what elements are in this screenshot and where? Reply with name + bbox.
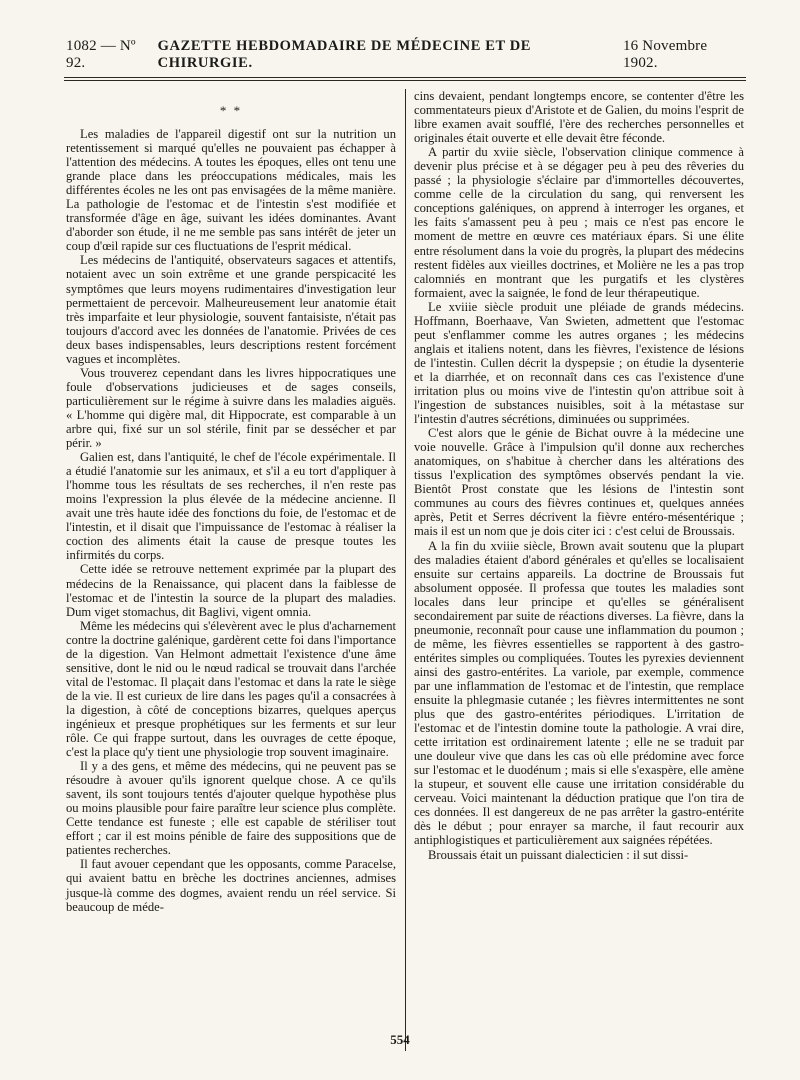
- header-rule-thin: [64, 80, 746, 81]
- paragraph: Les maladies de l'appareil digestif ont sur la nutrition un retentissement si marqué qu'elles ne pouvaient pas échapper à l'attention des médecins. A toutes les époques, elles ont tenu une grande place dans les préoccupations médicales, mais les différentes écoles ne les ont pas envisagées de la même manière. La pathologie de l'estomac et de l'intestin s'est modifiée et transformée d'âge en âge, suivant les idées dominantes. Avant d'aborder son étude, il ne me semble pas sans intérêt de jeter un coup d'œil rapide sur ces fluctuations de l'esprit médical.: [66, 127, 396, 254]
- paragraph: Cette idée se retrouve nettement exprimée par la plupart des médecins de la Renaissance, qui placent dans la faiblesse de l'estomac et de l'intestin la source de la plupart des maladies. Dum viget stomachus, dit Baglivi, vigent omnia.: [66, 562, 396, 619]
- paragraph: A partir du xviie siècle, l'observation clinique commence à devenir plus précise et à se dégager peu à peu des rêveries du passé ; la physiologie s'éclaire par d'immortelles découvertes, comme celle de la circulation du sang, qui renversent les conceptions galéniques, on apprend à interroger les organes, et les faits s'amassent peu à peu ; mais ce n'est pas encore le moment de mettre en œuvre ces matériaux épars. Si une élite entre résolument dans la voie du progrès, la plupart des médecins restent fidèles aux vieilles doctrines, et Molière ne les a pas trop calomniés en montrant que les purgatifs et les clystères formaient, avec la saignée, le fond de leur thérapeutique.: [414, 145, 744, 300]
- paragraph: C'est alors que le génie de Bichat ouvre à la médecine une voie nouvelle. Grâce à l'impulsion qu'il donne aux recherches anatomiques, on s'habitue à chercher dans les altérations des tissus l'explication des symptômes observés pendant la vie. Bientôt Prost constate que les lésions de l'intestin sont communes au cours des fièvres continues et, quelques années après, Petit et Serres décrivent la fièvre entéro-mésentérique ; mais il est un nom que je dois citer ici : c'est celui de Broussais.: [414, 426, 744, 539]
- paragraph: Les médecins de l'antiquité, observateurs sagaces et attentifs, notaient avec un soin extrême et une grande perspicacité les symptômes que leurs moyens rudimentaires d'investigation leur permettaient de percevoir. Malheureusement leur anatomie était très imparfaite et leur physiologie, souvent fantaisiste, n'était pas toujours d'accord avec les données de l'anatomie. Privées de ces deux bases indispensables, leurs descriptions restent forcément vagues et incomplètes.: [66, 253, 396, 366]
- issue-date: 16 Novembre 1902.: [622, 38, 708, 71]
- paragraph: Broussais était un puissant dialecticien : il sut dissi-: [428, 847, 689, 862]
- paragraph: A la fin du xviiie siècle, Brown avait soutenu que la plupart des maladies étaient d'abord générales et qu'elles se localisaient ensuite sur certains appareils. La doctrine de Broussais fut absolument opposée. Il professa que toutes les maladies sont locales dans leur principe et qu'elles se généralisent secondairement par suite de réactions diverses. La fièvre, dans la pneumonie, reconnaît pour cause une inflammation du poumon ; de même, les fièvres essentielles se rapportent à des gastro-entérites simples ou compliquées. Toutes les pyrexies deviennent ainsi des gastro-entérites. La variole, par exemple, commence par une inflammation de l'estomac et de l'intestin, que remplace ensuite la phlegmasie cutanée ; les fièvres intermittentes ne sont plus que des gastro-entérites périodiques. L'irritation de l'estomac et de l'intestin domine toute la pathologie. A vrai dire, cette irritation est ordinairement latente ; elle ne se traduit par une douleur vive que dans les cas où elle prédomine avec force sur l'estomac et le duodénum ; mais si elle s'exaspère, elle amène la stupeur, et souvent elle cause une irritation considérable du cerveau. Voici maintenant la déduction pratique que l'on tira de ces données. Il est dangereux de ne pas arrêter la gastro-entérite dès le début ; pour enrayer sa marche, il faut recourir aux antiphlogistiques et particulièrement aux saignées répétées.: [414, 538, 744, 848]
- column-divider: [405, 89, 406, 1051]
- running-header: [66, 38, 744, 77]
- paragraph: Vous trouverez cependant dans les livres hippocratiques une foule d'observations judicieuses et de sages conseils, particulièrement sur le régime à suivre dans les maladies aiguës. « L'homme qui digère mal, dit Hippocrate, est comparable à un arbre qui, fixé sur un sol stérile, finit par se dessécher et par périr. »: [66, 365, 396, 451]
- right-column: [404, 89, 744, 914]
- header-rule: [64, 77, 746, 78]
- issue-number: 1082 — Nº 92.: [66, 38, 136, 71]
- article-columns: [66, 89, 744, 914]
- left-column: [66, 89, 404, 914]
- section-ornament: * *: [219, 103, 243, 118]
- paragraph: Il faut avouer cependant que les opposants, comme Paracelse, qui avaient battu en brèche les doctrines anciennes, admises jusque-là comme des dogmes, avaient rendu un réel service. Si beaucoup de méde-: [66, 857, 396, 914]
- paragraph: Même les médecins qui s'élevèrent avec le plus d'acharnement contre la doctrine galénique, gardèrent cette foi dans l'importance de la digestion. Van Helmont admettait l'existence d'une âme sensitive, dont le nid ou le nœud radical se trouvait dans l'archée vital de l'estomac. Il plaçait dans l'estomac et dans la rate le siège de la vie. Il est curieux de lire dans les pages qu'il a consacrées à la digestion, à côté de conceptions bizarres, quelques aperçus ingénieux et presque prophétiques sur les ferments et sur leur rôle. Ce qui frappe surtout, dans les ouvrages de cette époque, c'est la place qu'y tient une physiologie trop souvent imaginaire.: [66, 618, 396, 760]
- paragraph: Le xviiie siècle produit une pléiade de grands médecins. Hoffmann, Boerhaave, Van Swieten, admettent que l'estomac peut s'enflammer comme les autres organes ; les médecins anglais et italiens notent, dans les fièvres, l'existence de lésions de l'intestin. Cullen décrit la dyspepsie ; on étudie la dysenterie et la diarrhée, et on reconnaît dans ces cas l'existence d'une irritation plus ou moins vive de l'intestin qu'on attribue soit à l'ingestion de substances nuisibles, soit à la métastase sur l'intestin d'autres sécrétions, diminuées ou supprimées.: [414, 299, 744, 427]
- paragraph: Galien est, dans l'antiquité, le chef de l'école expérimentale. Il a étudié l'anatomie sur les animaux, et s'il a eu tort d'appliquer à l'homme tous les résultats de ses recherches, il n'en reste pas moins l'expression la plus élevée de la médecine ancienne. Il avait une très haute idée des fonctions du foie, de l'estomac et de l'intestin, et il disait que l'impuissance de l'estomac à réaliser la coction des aliments était la cause de presque toutes les infirmités du corps.: [66, 450, 396, 563]
- paragraph-continued: cins devaient, pendant longtemps encore, se contenter d'être les commentateurs pieux d'Aristote et de Galien, du moins l'esprit de libre examen avait soufflé, l'ère des recherches personnelles et originales était ouverte et elle devait être féconde.: [414, 89, 744, 146]
- page-number: 554: [390, 1032, 410, 1047]
- journal-title: GAZETTE HEBDOMADAIRE DE MÉDECINE ET DE CHIRURGIE.: [157, 38, 532, 71]
- paragraph: Il y a des gens, et même des médecins, qui ne peuvent pas se résoudre à avouer qu'ils ignorent quelque chose. A ce qu'ils savent, ils sont toujours tentés d'ajouter quelque hypothèse plus ou moins plausible pour faire paraître leur science plus complète. Cette tendance est funeste ; elle est capable de stériliser tout effort ; car il est moins pénible de faire des suppositions que de patientes recherches.: [66, 759, 396, 858]
